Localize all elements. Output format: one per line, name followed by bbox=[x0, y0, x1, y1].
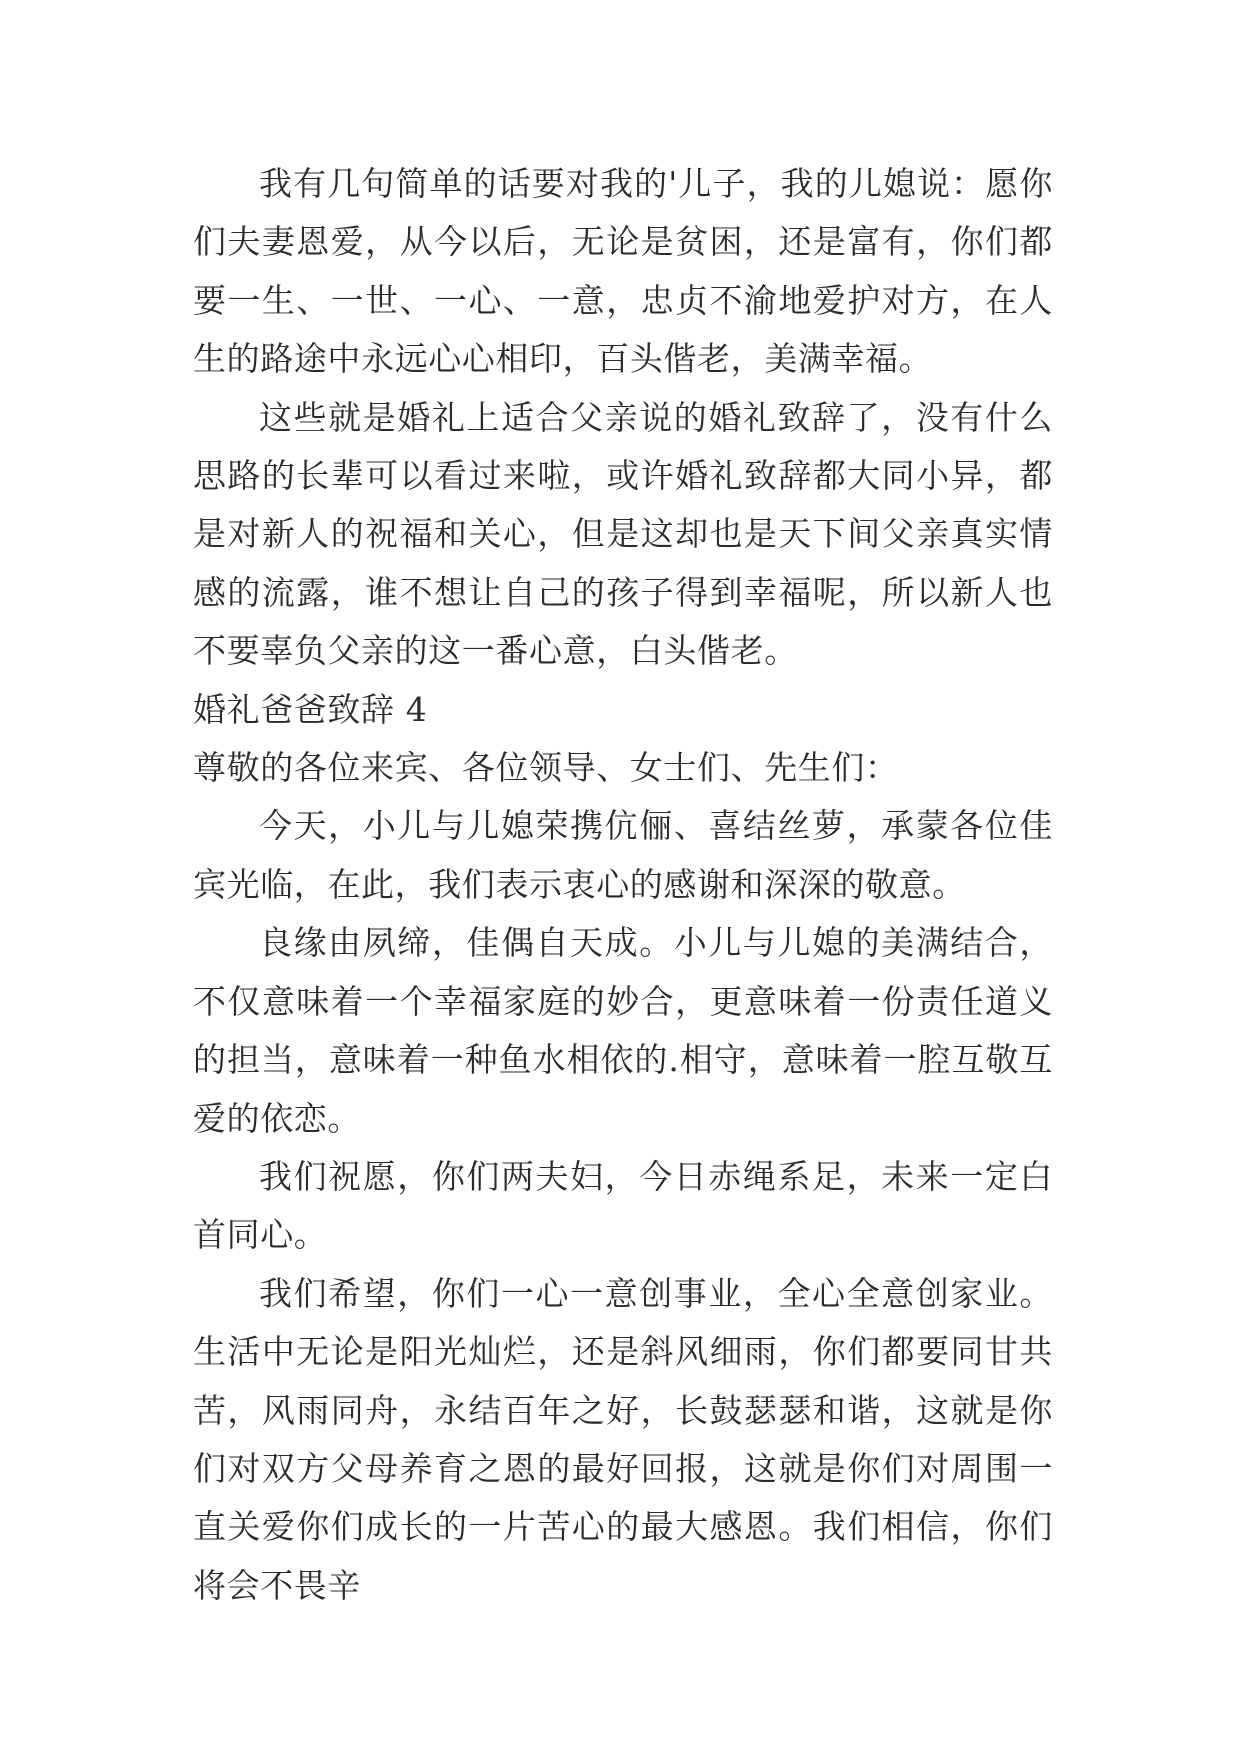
section-title: 婚礼爸爸致辞 4 bbox=[193, 689, 428, 729]
paragraph: 我有几句简单的话要对我的'儿子，我的儿媳说：愿你们夫妻恩爱，从今以后，无论是贫困，还是富有，你们都要一生、一世、一心、一意，忠贞不渝地爱护对方，在人生的路途中永远心心相印，百头偕老，美满幸福。 bbox=[193, 164, 1053, 379]
paragraph: 我们希望，你们一心一意创事业，全心全意创家业。生活中无论是阳光灿烂，还是斜风细雨，你们都要同甘共苦，风雨同舟，永结百年之好，长鼓瑟瑟和谐，这就是你们对双方父母养育之恩的最好回报，这就是你们对周围一直关爱你们成长的一片苦心的最大感恩。我们相信，你们将会不畏辛 bbox=[193, 1273, 1053, 1605]
paragraph: 良缘由夙缔，佳偶自天成。小儿与儿媳的美满结合，不仅意味着一个幸福家庭的妙合，更意味着一份责任道义的担当，意味着一种鱼水相依的.相守，意味着一腔互敬互爱的依恋。 bbox=[193, 923, 1053, 1138]
paragraph: 这些就是婚礼上适合父亲说的婚礼致辞了，没有什么思路的长辈可以看过来啦，或许婚礼致辞都大同小异，都是对新人的祝福和关心，但是这却也是天下间父亲真实情感的流露，谁不想让自己的孩子得到幸福呢，所以新人也不要辜负父亲的这一番心意，白头偕老。 bbox=[193, 397, 1053, 671]
salutation: 尊敬的各位来宾、各位领导、女士们、先生们： bbox=[193, 748, 899, 788]
paragraph: 今天，小儿与儿媳荣携伉俪、喜结丝萝，承蒙各位佳宾光临，在此，我们表示衷心的感谢和深深的敬意。 bbox=[193, 806, 1053, 904]
paragraph: 我们祝愿，你们两夫妇，今日赤绳系足，未来一定白首同心。 bbox=[193, 1156, 1053, 1255]
document-body bbox=[193, 155, 1053, 1615]
